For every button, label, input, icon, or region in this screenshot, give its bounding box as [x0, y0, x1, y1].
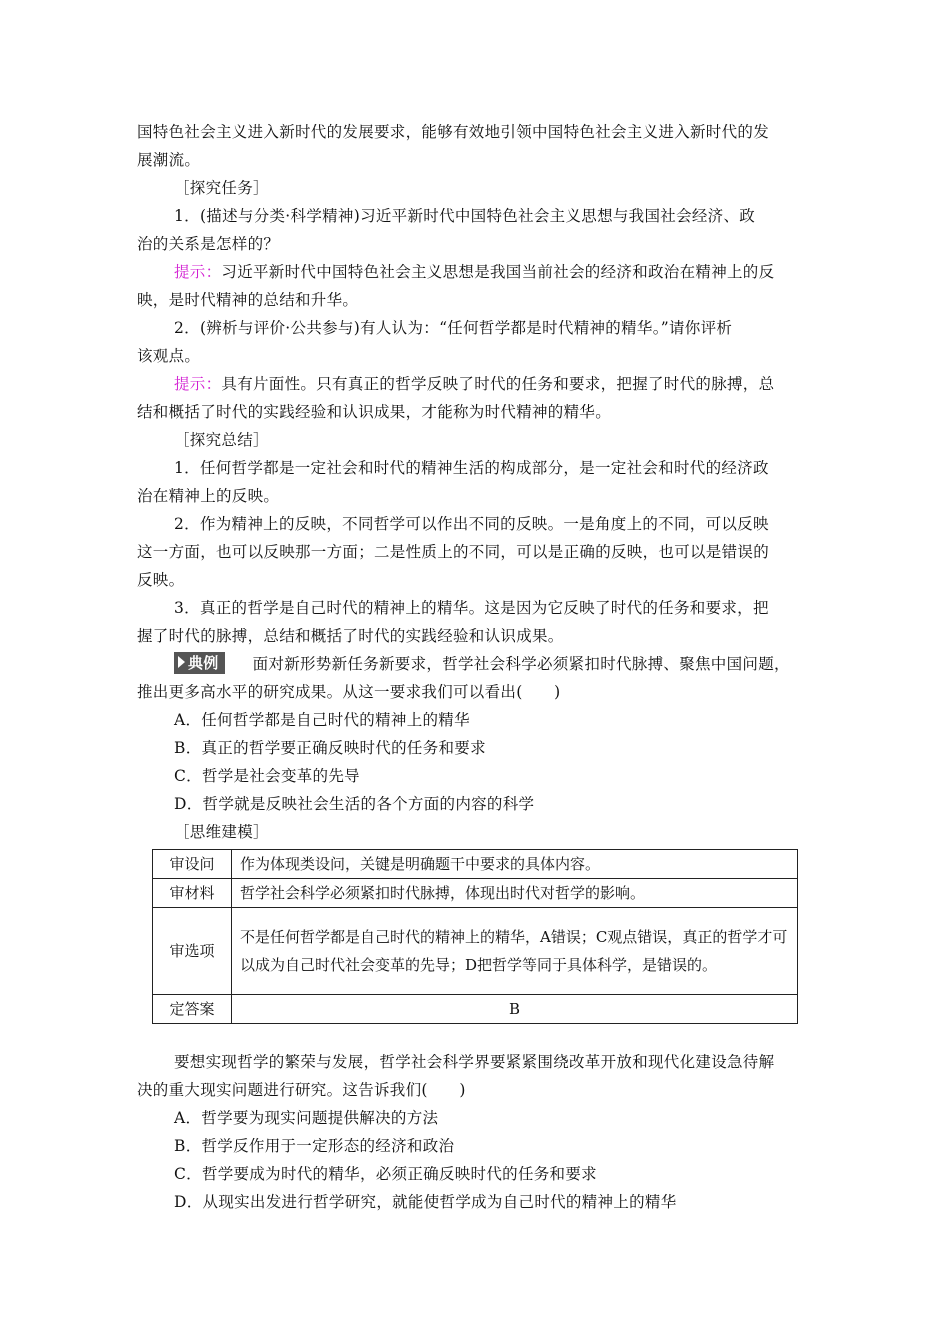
table-row — [153, 879, 798, 908]
table-row — [153, 908, 798, 995]
hint-label: 提示： — [174, 375, 222, 393]
exercise-option-c: C．哲学要成为时代的精华，必须正确反映时代的任务和要求 — [174, 1165, 597, 1183]
triangle-icon — [178, 656, 185, 668]
table-answer-cell: B — [232, 995, 798, 1024]
question-2-line: 该观点。 — [137, 347, 201, 365]
hint-2-line — [174, 370, 854, 398]
question-1-line: 治的关系是怎样的？ — [137, 235, 280, 253]
hint-2-line: 结和概括了时代的实践经验和认识成果，才能称为时代精神的精华。 — [137, 403, 612, 421]
hint-label: 提示： — [174, 263, 222, 281]
table-key-cell: 定答案 — [153, 995, 232, 1024]
hint-2-text: 具有片面性。只有真正的哲学反映了时代的任务和要求，把握了时代的脉搏，总 — [221, 375, 775, 393]
summary-3-line: 3．真正的哲学是自己时代的精神上的精华。这是因为它反映了时代的任务和要求，把 — [174, 599, 769, 617]
paragraph-line: 展潮流。 — [137, 151, 201, 169]
table-key-cell: 审设问 — [153, 850, 232, 879]
hint-1-line — [174, 258, 854, 286]
section-heading-explore-task: ［探究任务］ — [174, 179, 269, 197]
summary-1-line: 治在精神上的反映。 — [137, 487, 280, 505]
summary-2-line: 这一方面，也可以反映那一方面；二是性质上的不同，可以是正确的反映，也可以是错误的 — [137, 543, 770, 561]
summary-2-line: 反映。 — [137, 571, 185, 589]
section-heading-explore-summary: ［探究总结］ — [174, 431, 269, 449]
example-stem-line: 推出更多高水平的研究成果。从这一要求我们可以看出( ) — [137, 683, 561, 701]
exercise-stem-line: 决的重大现实问题进行研究。这告诉我们( ) — [137, 1081, 466, 1099]
example-stem-text: 面对新形势新任务新要求，哲学社会科学必须紧扣时代脉搏、聚焦中国问题， — [252, 655, 790, 673]
table-row — [153, 995, 798, 1024]
table-value-cell: 哲学社会科学必须紧扣时代脉搏，体现出时代对哲学的影响。 — [232, 879, 798, 908]
example-badge: 典例 — [174, 652, 225, 674]
table-value-cell: 不是任何哲学都是自己时代的精神上的精华，A错误；C观点错误，真正的哲学才可以成为自己时代社会变革的先导；D把哲学等同于具体科学，是错误的。 — [232, 908, 798, 995]
question-1-line: 1．(描述与分类·科学精神)习近平新时代中国特色社会主义思想与我国社会经济、政 — [174, 207, 756, 225]
exercise-option-b: B．哲学反作用于一定形态的经济和政治 — [174, 1137, 455, 1155]
hint-1-text: 习近平新时代中国特色社会主义思想是我国当前社会的经济和政治在精神上的反 — [221, 263, 775, 281]
exercise-option-a: A．哲学要为现实问题提供解决的方法 — [174, 1109, 439, 1127]
table-key-cell: 审材料 — [153, 879, 232, 908]
paragraph-line: 国特色社会主义进入新时代的发展要求，能够有效地引领中国特色社会主义进入新时代的发 — [137, 123, 770, 141]
table-row — [153, 850, 798, 879]
example-stem-line — [174, 650, 854, 678]
summary-1-line: 1．任何哲学都是一定社会和时代的精神生活的构成部分，是一定社会和时代的经济政 — [174, 459, 769, 477]
model-heading: ［思维建模］ — [174, 823, 269, 841]
summary-2-line: 2．作为精神上的反映，不同哲学可以作出不同的反映。一是角度上的不同，可以反映 — [174, 515, 769, 533]
exercise-stem-line: 要想实现哲学的繁荣与发展，哲学社会科学界要紧紧围绕改革开放和现代化建设急待解 — [174, 1053, 775, 1071]
summary-3-line: 握了时代的脉搏，总结和概括了时代的实践经验和认识成果。 — [137, 627, 564, 645]
example-option-b: B．真正的哲学要正确反映时代的任务和要求 — [174, 739, 486, 757]
question-2-line: 2．(辨析与评价·公共参与)有人认为：“任何哲学都是时代精神的精华。”请你评析 — [174, 319, 733, 337]
table-value-cell: 作为体现类设问，关键是明确题干中要求的具体内容。 — [232, 850, 798, 879]
example-option-a: A．任何哲学都是自己时代的精神上的精华 — [174, 711, 470, 729]
table-key-cell: 审选项 — [153, 908, 232, 995]
example-option-c: C．哲学是社会变革的先导 — [174, 767, 360, 785]
exercise-option-d: D．从现实出发进行哲学研究，就能使哲学成为自己时代的精神上的精华 — [174, 1193, 677, 1211]
example-option-d: D．哲学就是反映社会生活的各个方面的内容的科学 — [174, 795, 535, 813]
hint-1-line: 映，是时代精神的总结和升华。 — [137, 291, 359, 309]
thinking-model-table — [152, 849, 798, 1024]
